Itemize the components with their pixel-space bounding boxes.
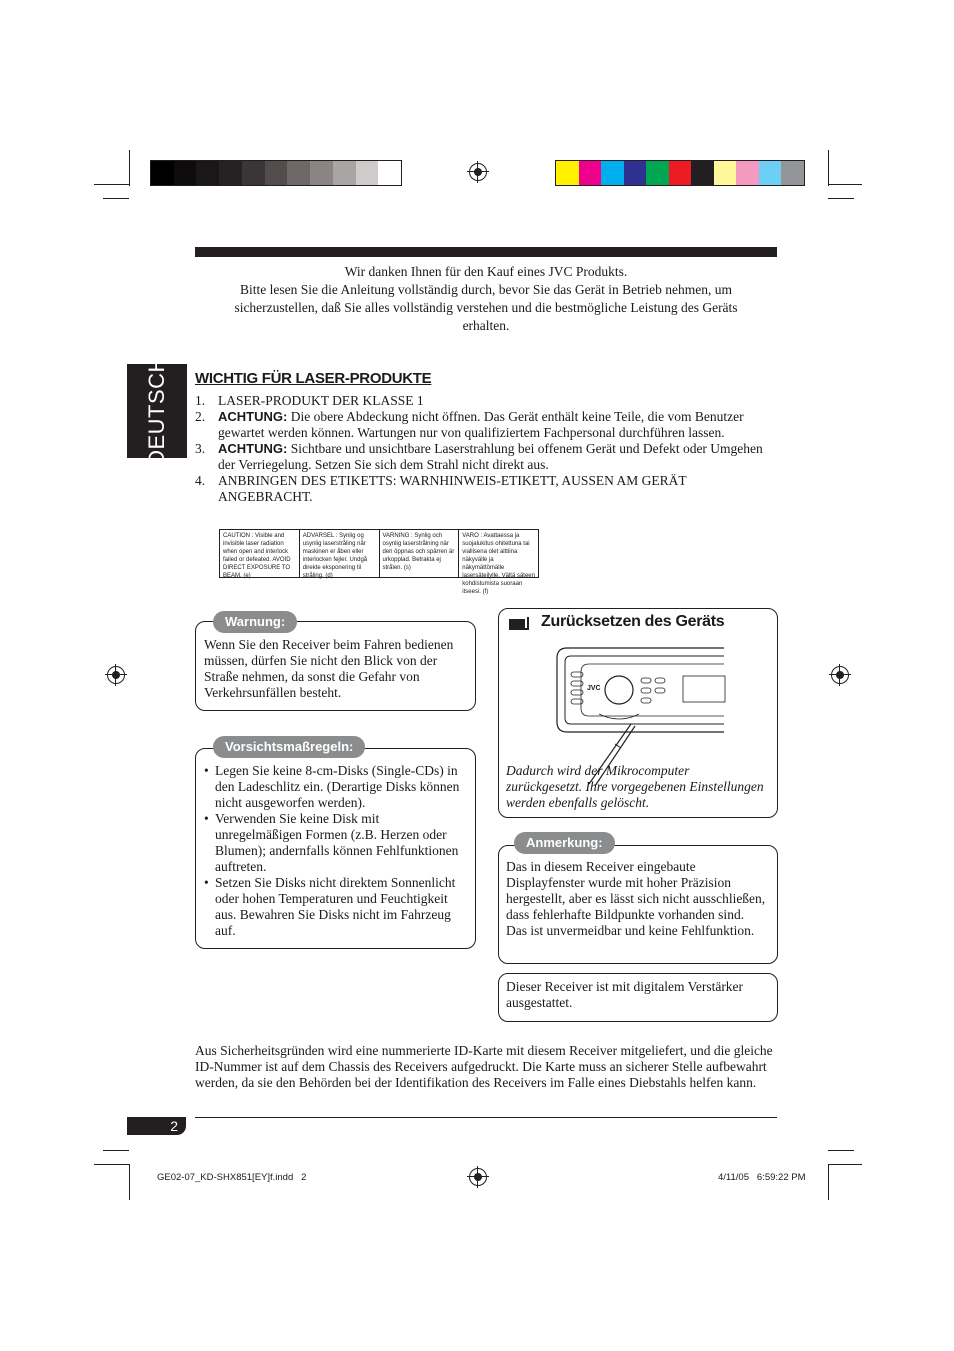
item-number: 2. [195, 409, 206, 424]
color-swatch [174, 161, 197, 185]
registration-mark-icon [469, 163, 487, 181]
label-cell-da: ADVARSEL : Synlig og usynlig laserstråling når maskinen er åben eller interlocken fejler. Undgå direkte eksponering til stråling. (d) [300, 530, 380, 577]
color-swatch [781, 161, 804, 185]
color-swatch [287, 161, 310, 185]
item-number: 4. [195, 473, 206, 488]
page-number [127, 1117, 186, 1135]
color-swatch [333, 161, 356, 185]
color-swatch [310, 161, 333, 185]
crop-mark [828, 1164, 829, 1200]
warnung-tag: Warnung: [213, 611, 297, 633]
item-text: ANBRINGEN DES ETIKETTS: WARNHINWEIS-ETIKETT, AUSSEN AM GERÄT ANGEBRACHT. [218, 473, 687, 504]
color-swatch [242, 161, 265, 185]
crop-mark [103, 198, 129, 199]
label-cell-en: CAUTION : Visible and invisible laser radiation when open and interlock failed or defeated. AVOID DIRECT EXPOSURE TO BEAM. (e) [220, 530, 300, 577]
crop-mark [828, 1150, 854, 1151]
label-cell-sv: VARNING : Synlig och osynlig laserstrålning när den öppnas och spärren är urkopplad. Betrakta ej strålen. (s) [380, 530, 460, 577]
vorsicht-tag: Vorsichtsmaßregeln: [213, 736, 365, 758]
label-cell-fi: VARO : Avattaessa ja suojalukitus ohitettuna tai viallisena olet alttiina näkyvälle ja näkymättömälle lasersäteilylle. Vältä säteen kohdistumista suoraan itseesi. (f) [462, 533, 535, 595]
footer-rule [195, 1117, 777, 1118]
language-tab-label: DEUTSCH [144, 356, 169, 466]
header-rule [195, 247, 777, 257]
id-card-note: Aus Sicherheitsgründen wird eine nummerierte ID-Karte mit diesem Receiver mitgeliefert, und die gleiche ID-Nummer ist auf dem Chassis des Receivers aufgedruckt. Die Karte muss an sicherer Stelle aufbewahrt werden, da sie den Behörden bei der Identifikation des Receivers im Falle eines Diebstahls helfen kann. [195, 1043, 773, 1090]
color-swatch [646, 161, 669, 185]
color-swatch [196, 161, 219, 185]
item-text: LASER-PRODUKT DER KLASSE 1 [218, 393, 424, 408]
list-item [195, 393, 777, 409]
anmerkung-tag: Anmerkung: [514, 832, 615, 854]
color-swatch [151, 161, 174, 185]
section-icon [509, 617, 529, 630]
item-number: 3. [195, 441, 206, 456]
crop-mark [94, 1164, 130, 1165]
page-number-label: 2 [170, 1118, 178, 1134]
list-item [195, 409, 777, 441]
amp-note-text: Dieser Receiver ist mit digitalem Verstärker ausgestattet. [506, 979, 744, 1010]
registration-mark-icon [107, 666, 125, 684]
intro-line-1: Wir danken Ihnen für den Kauf eines JVC Produkts. [344, 264, 628, 279]
anmerkung-text: Das in diesem Receiver eingebaute Displayfenster wurde mit hoher Präzision hergestellt, aber es lässt sich nicht ausschließen, dass fehlerhafte Bildpunkte vorhanden sind. Das ist unvermeidbar und keine Fehlfunktion. [506, 859, 766, 938]
laser-list [195, 393, 777, 505]
crop-mark [103, 1150, 129, 1151]
laser-heading: WICHTIG FÜR LASER-PRODUKTE [195, 370, 432, 387]
list-item: • Setzen Sie Disks nicht direktem Sonnenlicht oder hohen Temperaturen und Feuchtigkeit aus. Bewahren Sie Disks nicht im Fahrzeug auf. [204, 875, 466, 939]
gray-ramp-bar [150, 160, 402, 186]
reset-title: Zurücksetzen des Geräts [541, 613, 725, 630]
item-emphasis: ACHTUNG: [218, 409, 288, 424]
color-swatch [219, 161, 242, 185]
crop-mark [828, 198, 854, 199]
color-swatch [736, 161, 759, 185]
color-swatch [601, 161, 624, 185]
crop-mark [129, 1164, 130, 1200]
reset-caption: Dadurch wird der Mikrocomputer zurückgesetzt. Ihre vorgegebenen Einstellungen werden ebenfalls gelöscht. [506, 763, 764, 810]
color-swatch [265, 161, 288, 185]
color-swatch [556, 161, 579, 185]
list-item [195, 441, 777, 473]
color-swatch [356, 161, 379, 185]
crop-mark [129, 150, 130, 186]
warnung-text: Wenn Sie den Receiver beim Fahren bedienen müssen, dürfen Sie nicht den Blick von der Straße nehmen, da sonst die Gefahr von Verkehrsunfällen besteht. [204, 637, 454, 700]
registration-mark-icon [469, 1168, 487, 1186]
list-item: • Legen Sie keine 8-cm-Disks (Single-CDs) in den Ladeschlitz ein. (Derartige Disks können nicht ausgeworfen werden). [204, 763, 466, 811]
date-slug: 4/11/05 6:59:22 PM [718, 1172, 806, 1183]
color-swatch [691, 161, 714, 185]
item-text: Die obere Abdeckung nicht öffnen. Das Gerät enthält keine Teile, die vom Benutzer gewartet werden können. Wartungen nur von qualifiziertem Fachpersonal durchführen lassen. [218, 409, 744, 440]
item-number: 1. [195, 393, 206, 408]
registration-mark-icon [831, 666, 849, 684]
color-swatch [579, 161, 602, 185]
intro-text [195, 263, 777, 335]
list-item [195, 473, 777, 505]
item-emphasis: ACHTUNG: [218, 441, 288, 456]
laser-warning-label [219, 529, 539, 595]
file-slug: GE02-07_KD-SHX851[EY]f.indd 2 [157, 1172, 307, 1183]
list-item: • Verwenden Sie keine Disk mit unregelmäßigen Formen (z.B. Herzen oder Blumen); andernfalls können Fehlfunktionen auftreten. [204, 811, 466, 875]
color-swatch [624, 161, 647, 185]
intro-line-2: Bitte lesen Sie die Anleitung vollständig durch, bevor Sie das Gerät in Betrieb nehmen, um sicherzustellen, daß Sie alles vollständig verstehen und die bestmögliche Leistung des Geräts erhalten. [234, 282, 738, 333]
language-tab [127, 356, 187, 466]
process-color-bar [555, 160, 805, 186]
color-swatch [759, 161, 782, 185]
color-swatch [378, 161, 401, 185]
color-swatch [714, 161, 737, 185]
vorsicht-list [204, 763, 466, 939]
brand-logo: JVC [587, 685, 601, 692]
crop-mark [828, 184, 862, 185]
crop-mark [94, 184, 130, 185]
item-text: Sichtbare und unsichtbare Laserstrahlung bei offenem Gerät und Defekt oder Umgehen der Verriegelung. Setzen Sie sich dem Strahl nicht direkt aus. [218, 441, 763, 472]
crop-mark [828, 1164, 862, 1165]
color-swatch [669, 161, 692, 185]
crop-mark [828, 150, 829, 186]
